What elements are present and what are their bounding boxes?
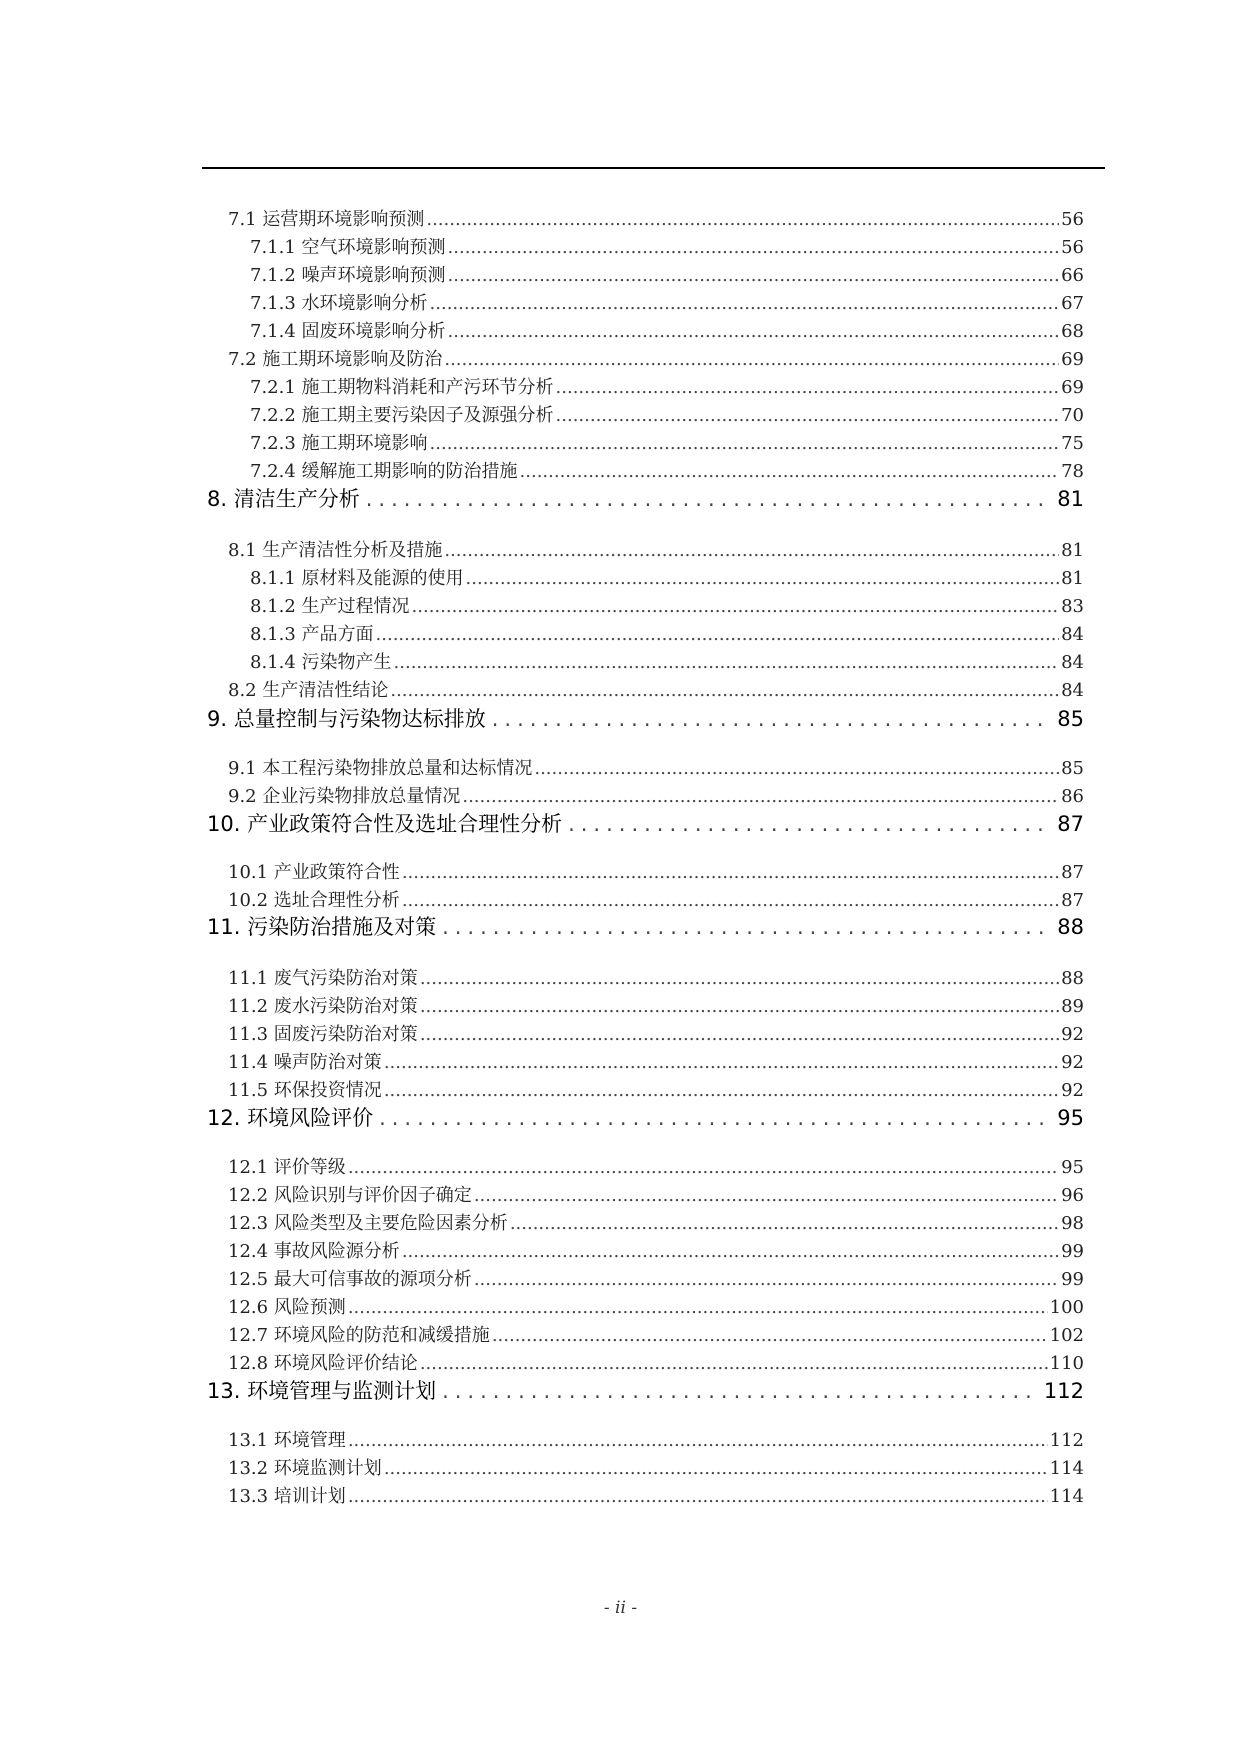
toc-section-entry[interactable]	[228, 1022, 1084, 1048]
toc-leader-dots	[492, 1323, 1048, 1349]
toc-entry-label: 8.2 生产清洁性结论	[228, 680, 389, 701]
toc-page-number: 69	[1061, 349, 1084, 370]
toc-entry-label: 11.3 固废污染防治对策	[228, 1024, 418, 1045]
toc-subsection-entry[interactable]	[250, 263, 1084, 289]
toc-entry-label: 8. 清洁生产分析	[207, 487, 360, 511]
toc-entry-label: 12.7 环境风险的防范和减缓措施	[228, 1325, 490, 1346]
toc-leader-dots	[462, 784, 1059, 810]
toc-section-entry[interactable]	[228, 347, 1084, 373]
toc-leader-dots	[520, 459, 1060, 485]
toc-leader-dots	[556, 375, 1060, 401]
toc-leader-dots	[384, 1078, 1059, 1104]
toc-section-entry[interactable]	[228, 1484, 1084, 1510]
toc-section-entry[interactable]	[228, 1239, 1084, 1265]
toc-leader-dots	[379, 1102, 1051, 1134]
toc-subsection-entry[interactable]	[250, 319, 1084, 345]
toc-leader-dots	[426, 207, 1059, 233]
toc-leader-dots	[492, 703, 1052, 735]
toc-page-number: 56	[1061, 209, 1084, 230]
toc-entry-label: 9.1 本工程污染物排放总量和达标情况	[228, 758, 533, 779]
toc-chapter-entry[interactable]	[207, 808, 1084, 840]
toc-entry-label: 13.2 环境监测计划	[228, 1458, 382, 1479]
toc-subsection-entry[interactable]	[250, 594, 1084, 620]
toc-entry-label: 7.1 运营期环境影响预测	[228, 209, 425, 230]
toc-entry-label: 7.1.1 空气环境影响预测	[250, 237, 446, 258]
toc-chapter-entry[interactable]	[207, 703, 1084, 735]
toc-subsection-entry[interactable]	[250, 291, 1084, 317]
toc-chapter-entry[interactable]	[207, 483, 1084, 515]
toc-page-number: 67	[1061, 293, 1084, 314]
toc-page-number: 81	[1057, 487, 1084, 511]
toc-section-entry[interactable]	[228, 1456, 1084, 1482]
toc-page-number: 56	[1061, 237, 1084, 258]
toc-page-number: 87	[1057, 812, 1084, 836]
toc-page-number: 110	[1049, 1353, 1084, 1374]
toc-entry-label: 12.2 风险识别与评价因子确定	[228, 1185, 472, 1206]
toc-section-entry[interactable]	[228, 1351, 1084, 1377]
toc-leader-dots	[430, 291, 1060, 317]
toc-subsection-entry[interactable]	[250, 403, 1084, 429]
toc-subsection-entry[interactable]	[250, 650, 1084, 676]
toc-section-entry[interactable]	[228, 1211, 1084, 1237]
toc-subsection-entry[interactable]	[250, 622, 1084, 648]
toc-section-entry[interactable]	[228, 784, 1084, 810]
toc-section-entry[interactable]	[228, 1267, 1084, 1293]
toc-section-entry[interactable]	[228, 994, 1084, 1020]
toc-page-number: 112	[1043, 1379, 1084, 1403]
toc-leader-dots	[366, 483, 1052, 515]
toc-leader-dots	[420, 1351, 1048, 1377]
toc-entry-label: 11.4 噪声防治对策	[228, 1052, 382, 1073]
toc-leader-dots	[420, 1022, 1059, 1048]
toc-entry-label: 12.3 风险类型及主要危险因素分析	[228, 1213, 508, 1234]
toc-leader-dots	[448, 235, 1060, 261]
toc-entry-label: 7.1.2 噪声环境影响预测	[250, 265, 446, 286]
toc-entry-label: 10.1 产业政策符合性	[228, 862, 400, 883]
toc-entry-label: 10.2 选址合理性分析	[228, 890, 400, 911]
toc-chapter-entry[interactable]	[207, 1375, 1084, 1407]
toc-leader-dots	[384, 1050, 1059, 1076]
toc-section-entry[interactable]	[228, 756, 1084, 782]
toc-leader-dots	[474, 1267, 1059, 1293]
toc-entry-label: 11.5 环保投资情况	[228, 1080, 382, 1101]
toc-entry-label: 11.2 废水污染防治对策	[228, 996, 418, 1017]
toc-subsection-entry[interactable]	[250, 566, 1084, 592]
toc-page-number: 68	[1061, 321, 1084, 342]
toc-entry-label: 7.1.4 固废环境影响分析	[250, 321, 446, 342]
toc-page-number: 87	[1061, 862, 1084, 883]
toc-entry-label: 8.1.4 污染物产生	[250, 652, 392, 673]
toc-page-number: 81	[1061, 540, 1084, 561]
toc-page-number: 78	[1061, 461, 1084, 482]
toc-page-number: 92	[1061, 1024, 1084, 1045]
toc-page-number: 99	[1061, 1269, 1084, 1290]
toc-leader-dots	[442, 1375, 1038, 1407]
toc-page-number: 95	[1061, 1157, 1084, 1178]
toc-leader-dots	[420, 994, 1059, 1020]
toc-entry-label: 12.5 最大可信事故的源项分析	[228, 1269, 472, 1290]
toc-leader-dots	[348, 1428, 1048, 1454]
toc-section-entry[interactable]	[228, 1050, 1084, 1076]
toc-leader-dots	[420, 966, 1059, 992]
toc-subsection-entry[interactable]	[250, 375, 1084, 401]
toc-page-number: 84	[1061, 652, 1084, 673]
toc-leader-dots	[474, 1183, 1059, 1209]
toc-entry-label: 13.3 培训计划	[228, 1486, 346, 1507]
toc-page-number: 102	[1049, 1325, 1084, 1346]
toc-leader-dots	[568, 808, 1051, 840]
toc-page-number: 114	[1049, 1458, 1084, 1479]
toc-page-number: 84	[1061, 680, 1084, 701]
toc-leader-dots	[556, 403, 1060, 429]
toc-page-number: 88	[1057, 915, 1084, 939]
toc-entry-label: 7.2.3 施工期环境影响	[250, 433, 428, 454]
toc-entry-label: 13.1 环境管理	[228, 1430, 346, 1451]
toc-page-number: 95	[1057, 1106, 1084, 1130]
toc-leader-dots	[510, 1211, 1059, 1237]
toc-page-number: 81	[1061, 568, 1084, 589]
toc-page-number: 87	[1061, 890, 1084, 911]
toc-entry-label: 8.1 生产清洁性分析及措施	[228, 540, 443, 561]
toc-leader-dots	[442, 911, 1051, 943]
toc-section-entry[interactable]	[228, 1155, 1084, 1181]
toc-entry-label: 12.6 风险预测	[228, 1297, 346, 1318]
toc-subsection-entry[interactable]	[250, 431, 1084, 457]
toc-leader-dots	[384, 1456, 1048, 1482]
toc-entry-label: 12.4 事故风险源分析	[228, 1241, 400, 1262]
toc-leader-dots	[376, 622, 1060, 648]
toc-leader-dots	[466, 566, 1060, 592]
toc-entry-label: 7.2.2 施工期主要污染因子及源强分析	[250, 405, 554, 426]
toc-chapter-entry[interactable]	[207, 1102, 1084, 1134]
toc-entry-label: 7.2 施工期环境影响及防治	[228, 349, 443, 370]
toc-entry-label: 12.1 评价等级	[228, 1157, 346, 1178]
toc-leader-dots	[534, 756, 1059, 782]
toc-leader-dots	[348, 1295, 1048, 1321]
toc-entry-label: 10. 产业政策符合性及选址合理性分析	[207, 812, 563, 836]
toc-page-number: 92	[1061, 1052, 1084, 1073]
toc-page-number: 85	[1061, 758, 1084, 779]
toc-section-entry[interactable]	[228, 207, 1084, 233]
toc-chapter-entry[interactable]	[207, 911, 1084, 943]
toc-page-number: 69	[1061, 377, 1084, 398]
toc-entry-label: 7.1.3 水环境影响分析	[250, 293, 428, 314]
toc-page-number: 86	[1061, 786, 1084, 807]
toc-leader-dots	[444, 538, 1059, 564]
toc-leader-dots	[394, 650, 1060, 676]
toc-section-entry[interactable]	[228, 860, 1084, 886]
toc-entry-label: 12.8 环境风险评价结论	[228, 1353, 418, 1374]
toc-subsection-entry[interactable]	[250, 235, 1084, 261]
toc-page-number: 100	[1049, 1297, 1084, 1318]
toc-page-number: 92	[1061, 1080, 1084, 1101]
toc-page-number: 99	[1061, 1241, 1084, 1262]
page-number-footer: - ii -	[603, 1598, 638, 1618]
toc-entry-label: 11.1 废气污染防治对策	[228, 968, 418, 989]
toc-section-entry[interactable]	[228, 1428, 1084, 1454]
toc-section-entry[interactable]	[228, 1078, 1084, 1104]
toc-leader-dots	[448, 319, 1060, 345]
toc-leader-dots	[402, 1239, 1059, 1265]
toc-entry-label: 8.1.1 原材料及能源的使用	[250, 568, 464, 589]
toc-leader-dots	[444, 347, 1059, 373]
toc-page-number: 85	[1057, 707, 1084, 731]
toc-page-number: 112	[1049, 1430, 1084, 1451]
toc-page-number: 98	[1061, 1213, 1084, 1234]
toc-leader-dots	[402, 860, 1059, 886]
toc-section-entry[interactable]	[228, 678, 1084, 704]
toc-section-entry[interactable]	[228, 1183, 1084, 1209]
toc-entry-label: 12. 环境风险评价	[207, 1106, 374, 1130]
toc-section-entry[interactable]	[228, 1323, 1084, 1349]
toc-page-number: 75	[1061, 433, 1084, 454]
toc-leader-dots	[412, 594, 1060, 620]
toc-page-number: 96	[1061, 1185, 1084, 1206]
toc-entry-label: 9. 总量控制与污染物达标排放	[207, 707, 486, 731]
toc-page-number: 83	[1061, 596, 1084, 617]
toc-subsection-entry[interactable]	[250, 459, 1084, 485]
toc-leader-dots	[348, 1155, 1059, 1181]
toc-entry-label: 8.1.2 生产过程情况	[250, 596, 410, 617]
toc-page-number: 70	[1061, 405, 1084, 426]
toc-page-number: 88	[1061, 968, 1084, 989]
toc-section-entry[interactable]	[228, 538, 1084, 564]
toc-entry-label: 7.2.4 缓解施工期影响的防治措施	[250, 461, 518, 482]
toc-entry-label: 7.2.1 施工期物料消耗和产污环节分析	[250, 377, 554, 398]
toc-page-number: 84	[1061, 624, 1084, 645]
toc-leader-dots	[430, 431, 1060, 457]
toc-entry-label: 11. 污染防治措施及对策	[207, 915, 437, 939]
toc-entry-label: 8.1.3 产品方面	[250, 624, 374, 645]
toc-leader-dots	[390, 678, 1059, 704]
toc-section-entry[interactable]	[228, 1295, 1084, 1321]
toc-page-number: 66	[1061, 265, 1084, 286]
toc-section-entry[interactable]	[228, 966, 1084, 992]
toc-leader-dots	[348, 1484, 1048, 1510]
toc-leader-dots	[448, 263, 1060, 289]
toc-entry-label: 13. 环境管理与监测计划	[207, 1379, 437, 1403]
toc-page-number: 89	[1061, 996, 1084, 1017]
toc-entry-label: 9.2 企业污染物排放总量情况	[228, 786, 461, 807]
toc-page-number: 114	[1049, 1486, 1084, 1507]
